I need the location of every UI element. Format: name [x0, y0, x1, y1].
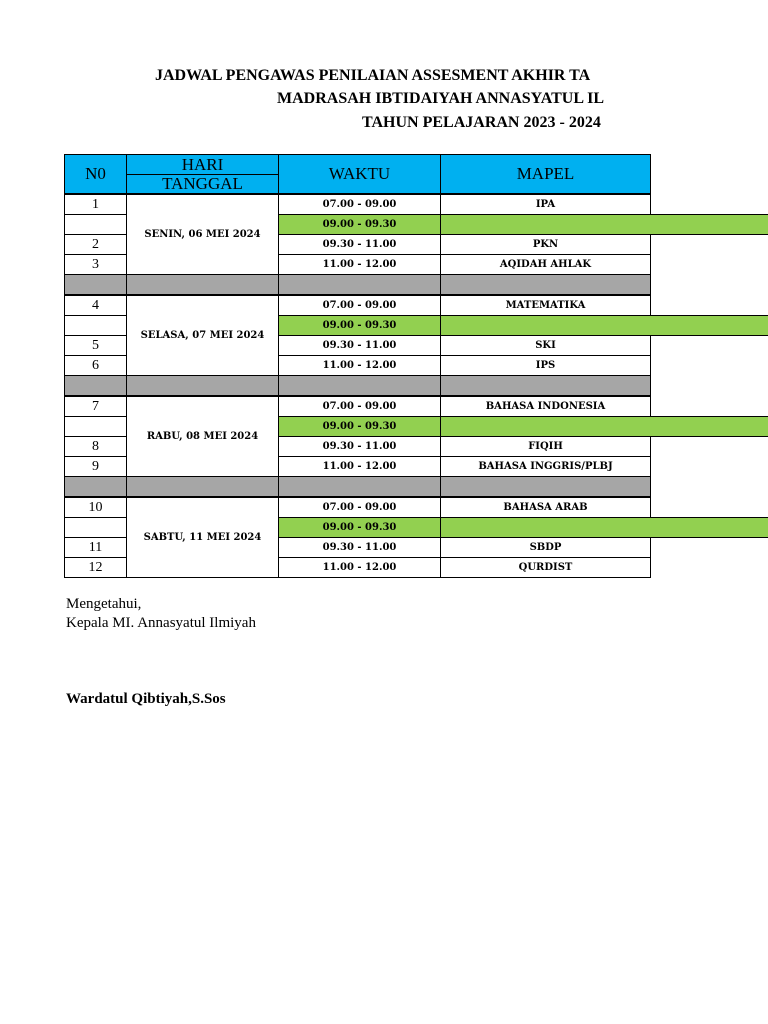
row-number-cell: 8 — [64, 436, 127, 457]
row-number-cell: 3 — [64, 254, 127, 275]
footer-signer-name: Wardatul Qibtiyah,S.Sos — [66, 691, 226, 707]
separator-cell — [278, 476, 441, 497]
row-number-cell: 12 — [64, 557, 127, 578]
header-tanggal: TANGGAL — [126, 174, 279, 194]
separator-cell — [126, 375, 279, 396]
row-number-cell: 7 — [64, 396, 127, 417]
break-time-cell: 09.00 - 09.30 — [278, 214, 441, 235]
row-number-cell: 5 — [64, 335, 127, 356]
separator-cell — [126, 274, 279, 295]
separator-cell — [278, 274, 441, 295]
separator-cell — [278, 375, 441, 396]
subject-cell: BAHASA INDONESIA — [440, 396, 651, 417]
row-number-cell: 11 — [64, 537, 127, 558]
row-number-cell: 4 — [64, 295, 127, 316]
time-cell: 11.00 - 12.00 — [278, 355, 441, 376]
separator-cell — [64, 476, 127, 497]
document-title-line-2: MADRASAH IBTIDAIYAH ANNASYATUL IL — [277, 90, 605, 107]
header-mapel: MAPEL — [440, 154, 651, 194]
subject-cell: FIQIH — [440, 436, 651, 457]
day-date-cell: SABTU, 11 MEI 2024 — [126, 497, 279, 578]
row-number-cell — [64, 214, 127, 235]
day-date-cell: RABU, 08 MEI 2024 — [126, 396, 279, 477]
document-title-line-1: JADWAL PENGAWAS PENILAIAN ASSESMENT AKHIR TA — [155, 67, 591, 84]
document-title-line-3: TAHUN PELAJARAN 2023 - 2024 — [362, 114, 601, 131]
separator-cell — [64, 375, 127, 396]
time-cell: 07.00 - 09.00 — [278, 194, 441, 215]
footer-acknowledge: Mengetahui, — [66, 596, 142, 612]
break-row-fill — [440, 517, 768, 538]
time-cell: 09.30 - 11.00 — [278, 537, 441, 558]
header-hari: HARI — [126, 154, 279, 174]
break-row-fill — [440, 214, 768, 235]
subject-cell: PKN — [440, 234, 651, 255]
break-row-fill — [440, 315, 768, 336]
subject-cell: SBDP — [440, 537, 651, 558]
time-cell: 11.00 - 12.00 — [278, 557, 441, 578]
time-cell: 09.30 - 11.00 — [278, 234, 441, 255]
separator-cell — [440, 476, 651, 497]
break-time-cell: 09.00 - 09.30 — [278, 517, 441, 538]
row-number-cell: 2 — [64, 234, 127, 255]
row-number-cell: 10 — [64, 497, 127, 518]
time-cell: 09.30 - 11.00 — [278, 335, 441, 356]
day-date-cell: SELASA, 07 MEI 2024 — [126, 295, 279, 376]
subject-cell: BAHASA ARAB — [440, 497, 651, 518]
row-number-cell — [64, 315, 127, 336]
footer-position: Kepala MI. Annasyatul Ilmiyah — [66, 615, 256, 631]
day-date-cell: SENIN, 06 MEI 2024 — [126, 194, 279, 275]
time-cell: 11.00 - 12.00 — [278, 254, 441, 275]
time-cell: 11.00 - 12.00 — [278, 456, 441, 477]
separator-cell — [126, 476, 279, 497]
time-cell: 07.00 - 09.00 — [278, 396, 441, 417]
subject-cell: QURDIST — [440, 557, 651, 578]
row-number-cell: 6 — [64, 355, 127, 376]
subject-cell: AQIDAH AHLAK — [440, 254, 651, 275]
break-row-fill — [440, 416, 768, 437]
time-cell: 07.00 - 09.00 — [278, 295, 441, 316]
break-time-cell: 09.00 - 09.30 — [278, 416, 441, 437]
header-waktu: WAKTU — [278, 154, 441, 194]
subject-cell: IPA — [440, 194, 651, 215]
break-time-cell: 09.00 - 09.30 — [278, 315, 441, 336]
subject-cell: IPS — [440, 355, 651, 376]
row-number-cell — [64, 517, 127, 538]
row-number-cell: 9 — [64, 456, 127, 477]
separator-cell — [64, 274, 127, 295]
time-cell: 07.00 - 09.00 — [278, 497, 441, 518]
subject-cell: SKI — [440, 335, 651, 356]
time-cell: 09.30 - 11.00 — [278, 436, 441, 457]
subject-cell: BAHASA INGGRIS/PLBJ — [440, 456, 651, 477]
separator-cell — [440, 375, 651, 396]
subject-cell: MATEMATIKA — [440, 295, 651, 316]
header-no: N0 — [64, 154, 127, 194]
row-number-cell — [64, 416, 127, 437]
row-number-cell: 1 — [64, 194, 127, 215]
separator-cell — [440, 274, 651, 295]
